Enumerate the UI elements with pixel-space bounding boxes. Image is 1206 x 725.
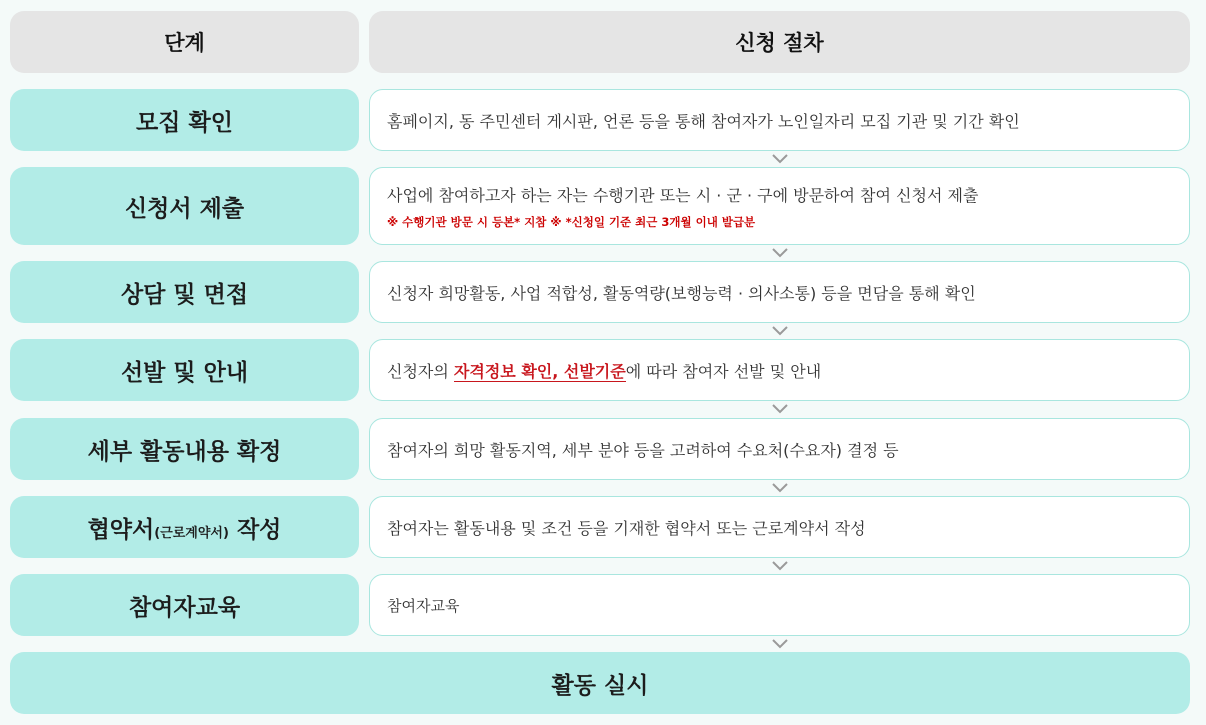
step-activity-start xyxy=(10,652,1190,714)
desc-recruit-check xyxy=(369,89,1190,151)
desc-text: 참여자는 활동내용 및 조건 등을 기재한 협약서 또는 근로계약서 작성 xyxy=(387,518,866,538)
step-label-end: 작성 xyxy=(228,516,282,543)
header-procedure xyxy=(369,11,1190,73)
step-application-submit xyxy=(10,167,359,245)
desc-text-pre: 신청자의 xyxy=(387,361,454,381)
final-step-label: 활동 실시 xyxy=(551,672,649,699)
step-label: 세부 활동내용 확정 xyxy=(87,438,282,465)
chevron-down-icon xyxy=(770,638,790,650)
desc-text-post: 에 따라 참여자 선발 및 안내 xyxy=(625,361,822,381)
step-label-main: 협약서 xyxy=(87,516,155,543)
chevron-down-icon xyxy=(770,403,790,415)
chevron-down-icon xyxy=(770,482,790,494)
desc-highlight: 자격정보 확인, 선발기준 xyxy=(453,361,626,381)
desc-text: 신청자 희망활동, 사업 적합성, 활동역량(보행능력 · 의사소통) 등을 면담을 통해 확인 xyxy=(387,283,976,303)
step-label: 참여자교육 xyxy=(128,594,241,621)
desc-consult-interview xyxy=(369,261,1190,323)
desc-text: 참여자의 희망 활동지역, 세부 분야 등을 고려하여 수요처(수요자) 결정 등 xyxy=(387,440,899,460)
step-label xyxy=(88,511,282,544)
step-label-small: (근로계약서) xyxy=(154,525,229,541)
step-label: 모집 확인 xyxy=(136,109,233,136)
step-label: 선발 및 안내 xyxy=(120,359,249,386)
header-step-label: 단계 xyxy=(164,31,205,55)
chevron-down-icon xyxy=(770,153,790,165)
step-participant-education xyxy=(10,574,359,636)
desc-text: 사업에 참여하고자 하는 자는 수행기관 또는 시 · 군 · 구에 방문하여 참여 신청서 제출 xyxy=(387,185,979,205)
step-selection-notice xyxy=(10,339,359,401)
step-label: 상담 및 면접 xyxy=(120,281,249,308)
desc-agreement xyxy=(369,496,1190,558)
desc-note: ※ 수행기관 방문 시 등본* 지참 ※ *신청일 기준 최근 3개월 이내 발급분 xyxy=(387,214,756,229)
desc-text: 참여자교육 xyxy=(387,596,460,615)
step-label: 신청서 제출 xyxy=(124,195,245,222)
step-agreement xyxy=(10,496,359,558)
chevron-down-icon xyxy=(770,325,790,337)
chevron-down-icon xyxy=(770,247,790,259)
desc-application-submit xyxy=(369,167,1190,245)
desc-text xyxy=(387,359,821,382)
desc-participant-education xyxy=(369,574,1190,636)
step-activity-confirm xyxy=(10,418,359,480)
desc-activity-confirm xyxy=(369,418,1190,480)
header-step xyxy=(10,11,359,73)
desc-selection-notice xyxy=(369,339,1190,401)
step-consult-interview xyxy=(10,261,359,323)
step-recruit-check xyxy=(10,89,359,151)
desc-text: 홈페이지, 동 주민센터 게시판, 언론 등을 통해 참여자가 노인일자리 모집 기관 및 기간 확인 xyxy=(387,111,1020,131)
chevron-down-icon xyxy=(770,560,790,572)
header-procedure-label: 신청 절차 xyxy=(735,31,824,55)
